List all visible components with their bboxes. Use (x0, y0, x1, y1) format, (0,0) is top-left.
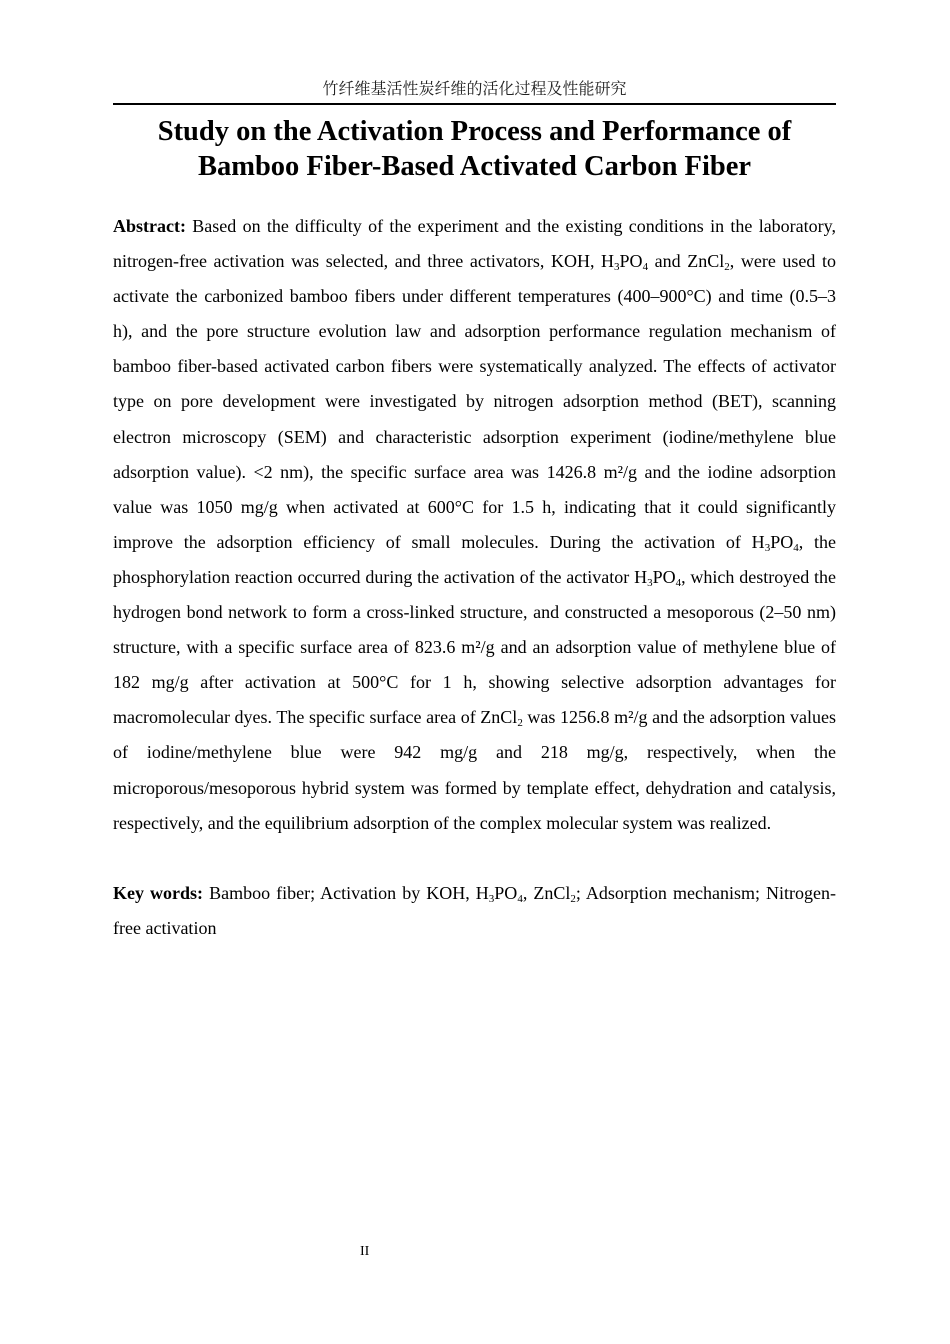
keywords-text: ; Adsorption mechanism; Nitrogen-free activation (113, 883, 836, 938)
keywords-paragraph (113, 876, 836, 946)
keywords-text: , ZnCl (522, 883, 571, 903)
abstract-text: Based on the difficulty of the experiment and the existing conditions in the laboratory, nitrogen-free activation was selected, and three activators, KOH, H (113, 216, 836, 272)
subscript: 2 (517, 717, 523, 730)
title-line-1: Study on the Activation Process and Performance of (157, 116, 792, 147)
title-line-2: Bamboo Fiber-Based Activated Carbon Fiber (197, 151, 752, 182)
abstract-text: PO (770, 531, 794, 552)
subscript: 2 (724, 261, 730, 274)
subscript: 3 (488, 893, 495, 905)
subscript: 2 (570, 893, 576, 905)
subscript: 4 (517, 893, 523, 905)
subscript: 3 (647, 576, 653, 589)
abstract-text: , were used to activate the carbonized bamboo fibers under different temperatures (400–900°C) and time (0.5–3 h), and the pore structure evolution law and adsorption performance regulation mechanism of bamboo fiber-based activated carbon fibers were systematically analyzed. The effects of activator type on pore development were investigated by nitrogen adsorption method (BET), scanning electron microscopy (SEM) and characteristic adsorption experiment (iodine/methylene blue adsorption value). <2 nm), the specific surface area was 1426.8 m²/g and the iodine adsorption value was 1050 mg/g when activated at 600°C for 1.5 h, indicating that it could significantly improve the adsorption efficiency of small molecules. During the activation of H (113, 251, 836, 552)
subscript: 3 (614, 261, 620, 274)
keywords-text: PO (494, 883, 518, 903)
keywords-label: Key words: (113, 883, 204, 903)
subscript: 3 (764, 541, 771, 554)
abstract-label: Abstract: (113, 216, 186, 236)
abstract-text: PO (619, 251, 643, 272)
running-header: 竹纤维基活性炭纤维的活化过程及性能研究 (322, 81, 627, 98)
abstract-text: , the phosphorylation reaction occurred during the activation of the activator H (113, 531, 836, 587)
abstract-text: , which destroyed the hydrogen bond network to form a cross-linked structure, and constructed a mesoporous (2–50 nm) structure, with a specific surface area of 823.6 m²/g and an adsorption value of methylene blue of 182 mg/g after activation at 500°C for 1 h, showing selective adsorption advantages for macromolecular dyes. The specific surface area of ZnCl (113, 566, 836, 728)
keywords-text: Bamboo fiber; Activation by KOH, H (203, 883, 489, 903)
abstract-paragraph (113, 209, 836, 841)
subscript: 4 (642, 261, 649, 274)
subscript: 4 (675, 576, 682, 589)
header-rule (113, 103, 836, 105)
abstract-text: and ZnCl (648, 251, 725, 272)
page-number: II (360, 1244, 370, 1259)
abstract-text: PO (652, 566, 676, 587)
abstract-text: was 1256.8 m²/g and the adsorption values of iodine/methylene blue were 942 mg/g and 218 mg/g, respectively, when the microporous/mesoporous hybrid system was formed by template effect, dehydration and catalysis, respectively, and the equilibrium adsorption of the complex molecular system was realized. (113, 707, 836, 833)
subscript: 4 (793, 541, 799, 554)
paper-title (113, 114, 836, 184)
